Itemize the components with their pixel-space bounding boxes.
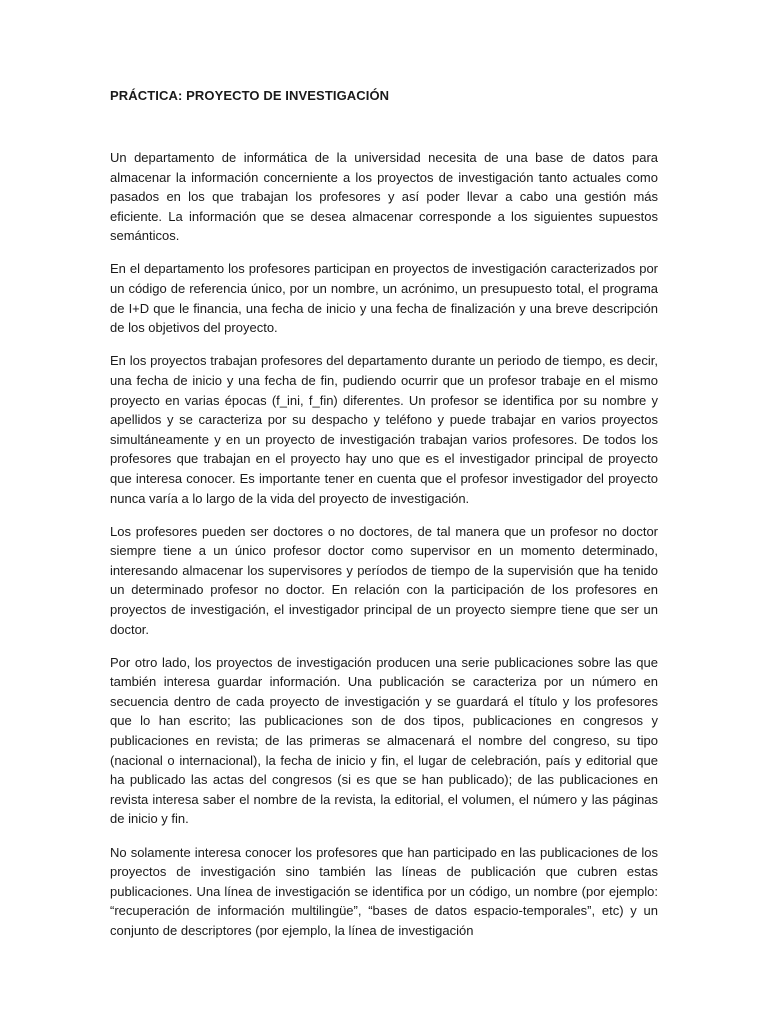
paragraph-publications: Por otro lado, los proyectos de investigación producen una serie publicaciones sobre las que también interesa guardar información. Una publicación se caracteriza por un número en secuencia dentro de cada proyecto de investigación y se guardará el título y los profesores que lo han escrito; las publicaciones son de dos tipos, publicaciones en congresos y publicaciones en revista; de las primeras se almacenará el nombre del congreso, su tipo (nacional o internacional), la fecha de inicio y fin, el lugar de celebración, país y editorial que ha publicado las actas del congresos (si es que se han publicado); de las publicaciones en revista interesa saber el nombre de la revista, la editorial, el volumen, el número y las páginas de inicio y fin. [110, 654, 658, 827]
paragraph-doctors: Los profesores pueden ser doctores o no doctores, de tal manera que un profesor no doctor siempre tiene a un único profesor doctor como supervisor en un momento determinado, interesando almacenar los supervisores y períodos de tiempo de la supervisión que ha tenido un determinado profesor no doctor. En relación con la participación de los profesores en proyectos de investigación, el investigador principal de un proyecto siempre tiene que ser un doctor. [110, 523, 658, 637]
document-content [110, 86, 658, 954]
document-body [110, 148, 658, 940]
document-title: PRÁCTICA: PROYECTO DE INVESTIGACIÓN [110, 88, 390, 103]
paragraph-professors-work: En los proyectos trabajan profesores del departamento durante un periodo de tiempo, es decir, una fecha de inicio y una fecha de fin, pudiendo ocurrir que un profesor trabaje en el mismo proyecto en varias épocas (f_ini, f_fin) diferentes. Un profesor se identifica por su nombre y apellidos y se caracteriza por su despacho y teléfono y puede trabajar en varios proyectos simultáneamente y en un proyecto de investigación trabajan varios profesores. De todos los profesores que trabajan en el proyecto hay uno que es el investigador principal de proyecto que interesa conocer. Es importante tener en cuenta que el profesor investigador del proyecto nunca varía a lo largo de la vida del proyecto de investigación. [110, 353, 658, 506]
paragraph-projects: En el departamento los profesores participan en proyectos de investigación caracterizados por un código de referencia único, por un nombre, un acrónimo, un presupuesto total, el programa de I+D que le financia, una fecha de inicio y una fecha de finalización y una breve descripción de los objetivos del proyecto. [110, 261, 658, 336]
paragraph-research-lines: No solamente interesa conocer los profesores que han participado en las publicaciones de los proyectos de investigación sino también las líneas de publicación que cubren estas publicaciones. Una línea de investigación se identifica por un código, un nombre (por ejemplo: “recuperación de información multilingüe”, “bases de datos espacio-temporales”, etc) y un conjunto de descriptores (por ejemplo, la línea de investigación [110, 844, 658, 938]
paragraph-intro: Un departamento de informática de la universidad necesita de una base de datos para almacenar la información concerniente a los proyectos de investigación tanto actuales como pasados en los que trabajan los profesores y así poder llevar a cabo una gestión más eficiente. La información que se desea almacenar corresponde a los siguientes supuestos semánticos. [110, 150, 658, 244]
